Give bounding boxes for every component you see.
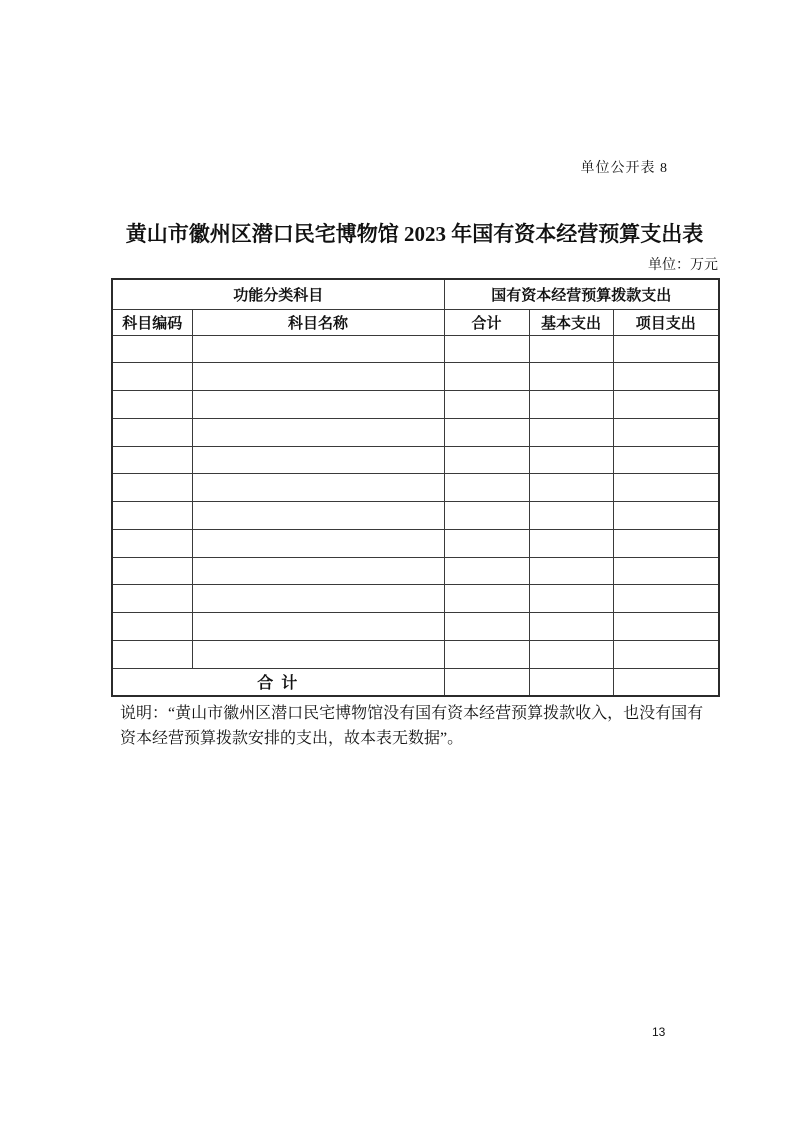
table-cell <box>112 474 192 502</box>
table-cell <box>112 391 192 419</box>
group-header-function: 功能分类科目 <box>112 279 444 309</box>
table-cell <box>112 363 192 391</box>
table-cell <box>529 502 613 530</box>
table-row <box>112 502 719 530</box>
table-cell <box>444 335 529 363</box>
table-row <box>112 391 719 419</box>
page-number: 13 <box>652 1025 666 1039</box>
table-cell <box>444 585 529 613</box>
column-header-subject-code: 科目编码 <box>112 309 192 335</box>
budget-table <box>111 278 720 697</box>
budget-table-body <box>112 335 719 668</box>
note-line-1: 说明：“黄山市徽州区潜口民宅博物馆没有国有资本经营预算拨款收入，也没有国有 <box>120 705 704 722</box>
table-cell <box>613 391 719 419</box>
table-row <box>112 529 719 557</box>
document-content <box>111 0 718 1122</box>
table-cell <box>192 335 444 363</box>
table-cell <box>613 585 719 613</box>
table-cell <box>444 474 529 502</box>
table-cell <box>192 474 444 502</box>
table-row <box>112 613 719 641</box>
table-cell <box>444 418 529 446</box>
note-line-2: 资本经营预算拨款安排的支出，故本表无数据”。 <box>120 730 464 747</box>
table-cell <box>529 640 613 668</box>
table-cell <box>613 474 719 502</box>
table-cell <box>613 335 719 363</box>
table-cell <box>444 640 529 668</box>
table-cell <box>444 391 529 419</box>
table-cell <box>192 529 444 557</box>
table-cell <box>112 418 192 446</box>
table-cell <box>112 529 192 557</box>
table-cell <box>529 557 613 585</box>
table-cell <box>613 363 719 391</box>
table-cell <box>192 557 444 585</box>
table-cell <box>613 446 719 474</box>
table-cell <box>529 585 613 613</box>
table-cell <box>112 585 192 613</box>
table-cell <box>529 446 613 474</box>
table-cell <box>192 391 444 419</box>
table-cell <box>444 363 529 391</box>
table-cell <box>112 640 192 668</box>
doc-label: 单位公开表 8 <box>580 161 668 176</box>
table-cell <box>613 529 719 557</box>
table-row <box>112 640 719 668</box>
table-row <box>112 335 719 363</box>
table-cell <box>613 557 719 585</box>
total-row-label: 合 计 <box>112 668 444 696</box>
table-cell <box>613 418 719 446</box>
table-row <box>112 446 719 474</box>
total-cell-project <box>613 668 719 696</box>
table-cell <box>444 557 529 585</box>
table-cell <box>613 502 719 530</box>
table-cell <box>192 502 444 530</box>
table-cell <box>192 363 444 391</box>
table-cell <box>192 446 444 474</box>
column-header-basic: 基本支出 <box>529 309 613 335</box>
table-cell <box>444 446 529 474</box>
table-cell <box>529 474 613 502</box>
table-cell <box>444 529 529 557</box>
table-cell <box>529 613 613 641</box>
table-cell <box>529 418 613 446</box>
page-title: 黄山市徽州区潜口民宅博物馆 2023 年国有资本经营预算支出表 <box>125 222 704 246</box>
table-cell <box>112 502 192 530</box>
table-cell <box>444 502 529 530</box>
table-cell <box>192 640 444 668</box>
table-cell <box>192 418 444 446</box>
group-header-expenditure: 国有资本经营预算拨款支出 <box>444 279 719 309</box>
column-header-row <box>112 309 719 335</box>
total-cell-total <box>444 668 529 696</box>
table-row <box>112 363 719 391</box>
table-cell <box>192 585 444 613</box>
column-header-total: 合计 <box>444 309 529 335</box>
table-cell <box>112 613 192 641</box>
table-cell <box>613 613 719 641</box>
table-cell <box>444 613 529 641</box>
table-cell <box>529 363 613 391</box>
table-cell <box>112 557 192 585</box>
table-cell <box>529 335 613 363</box>
table-cell <box>112 335 192 363</box>
column-header-project: 项目支出 <box>613 309 719 335</box>
table-row <box>112 585 719 613</box>
unit-label: 单位：万元 <box>648 258 718 273</box>
explanation-note <box>120 701 712 751</box>
table-cell <box>529 529 613 557</box>
table-cell <box>529 391 613 419</box>
table-cell <box>192 613 444 641</box>
total-cell-basic <box>529 668 613 696</box>
total-row <box>112 668 719 696</box>
table-row <box>112 418 719 446</box>
table-row <box>112 474 719 502</box>
column-header-subject-name: 科目名称 <box>192 309 444 335</box>
table-row <box>112 557 719 585</box>
budget-table-head <box>112 279 719 335</box>
budget-table-foot <box>112 668 719 696</box>
table-cell <box>112 446 192 474</box>
group-header-row <box>112 279 719 309</box>
table-cell <box>613 640 719 668</box>
